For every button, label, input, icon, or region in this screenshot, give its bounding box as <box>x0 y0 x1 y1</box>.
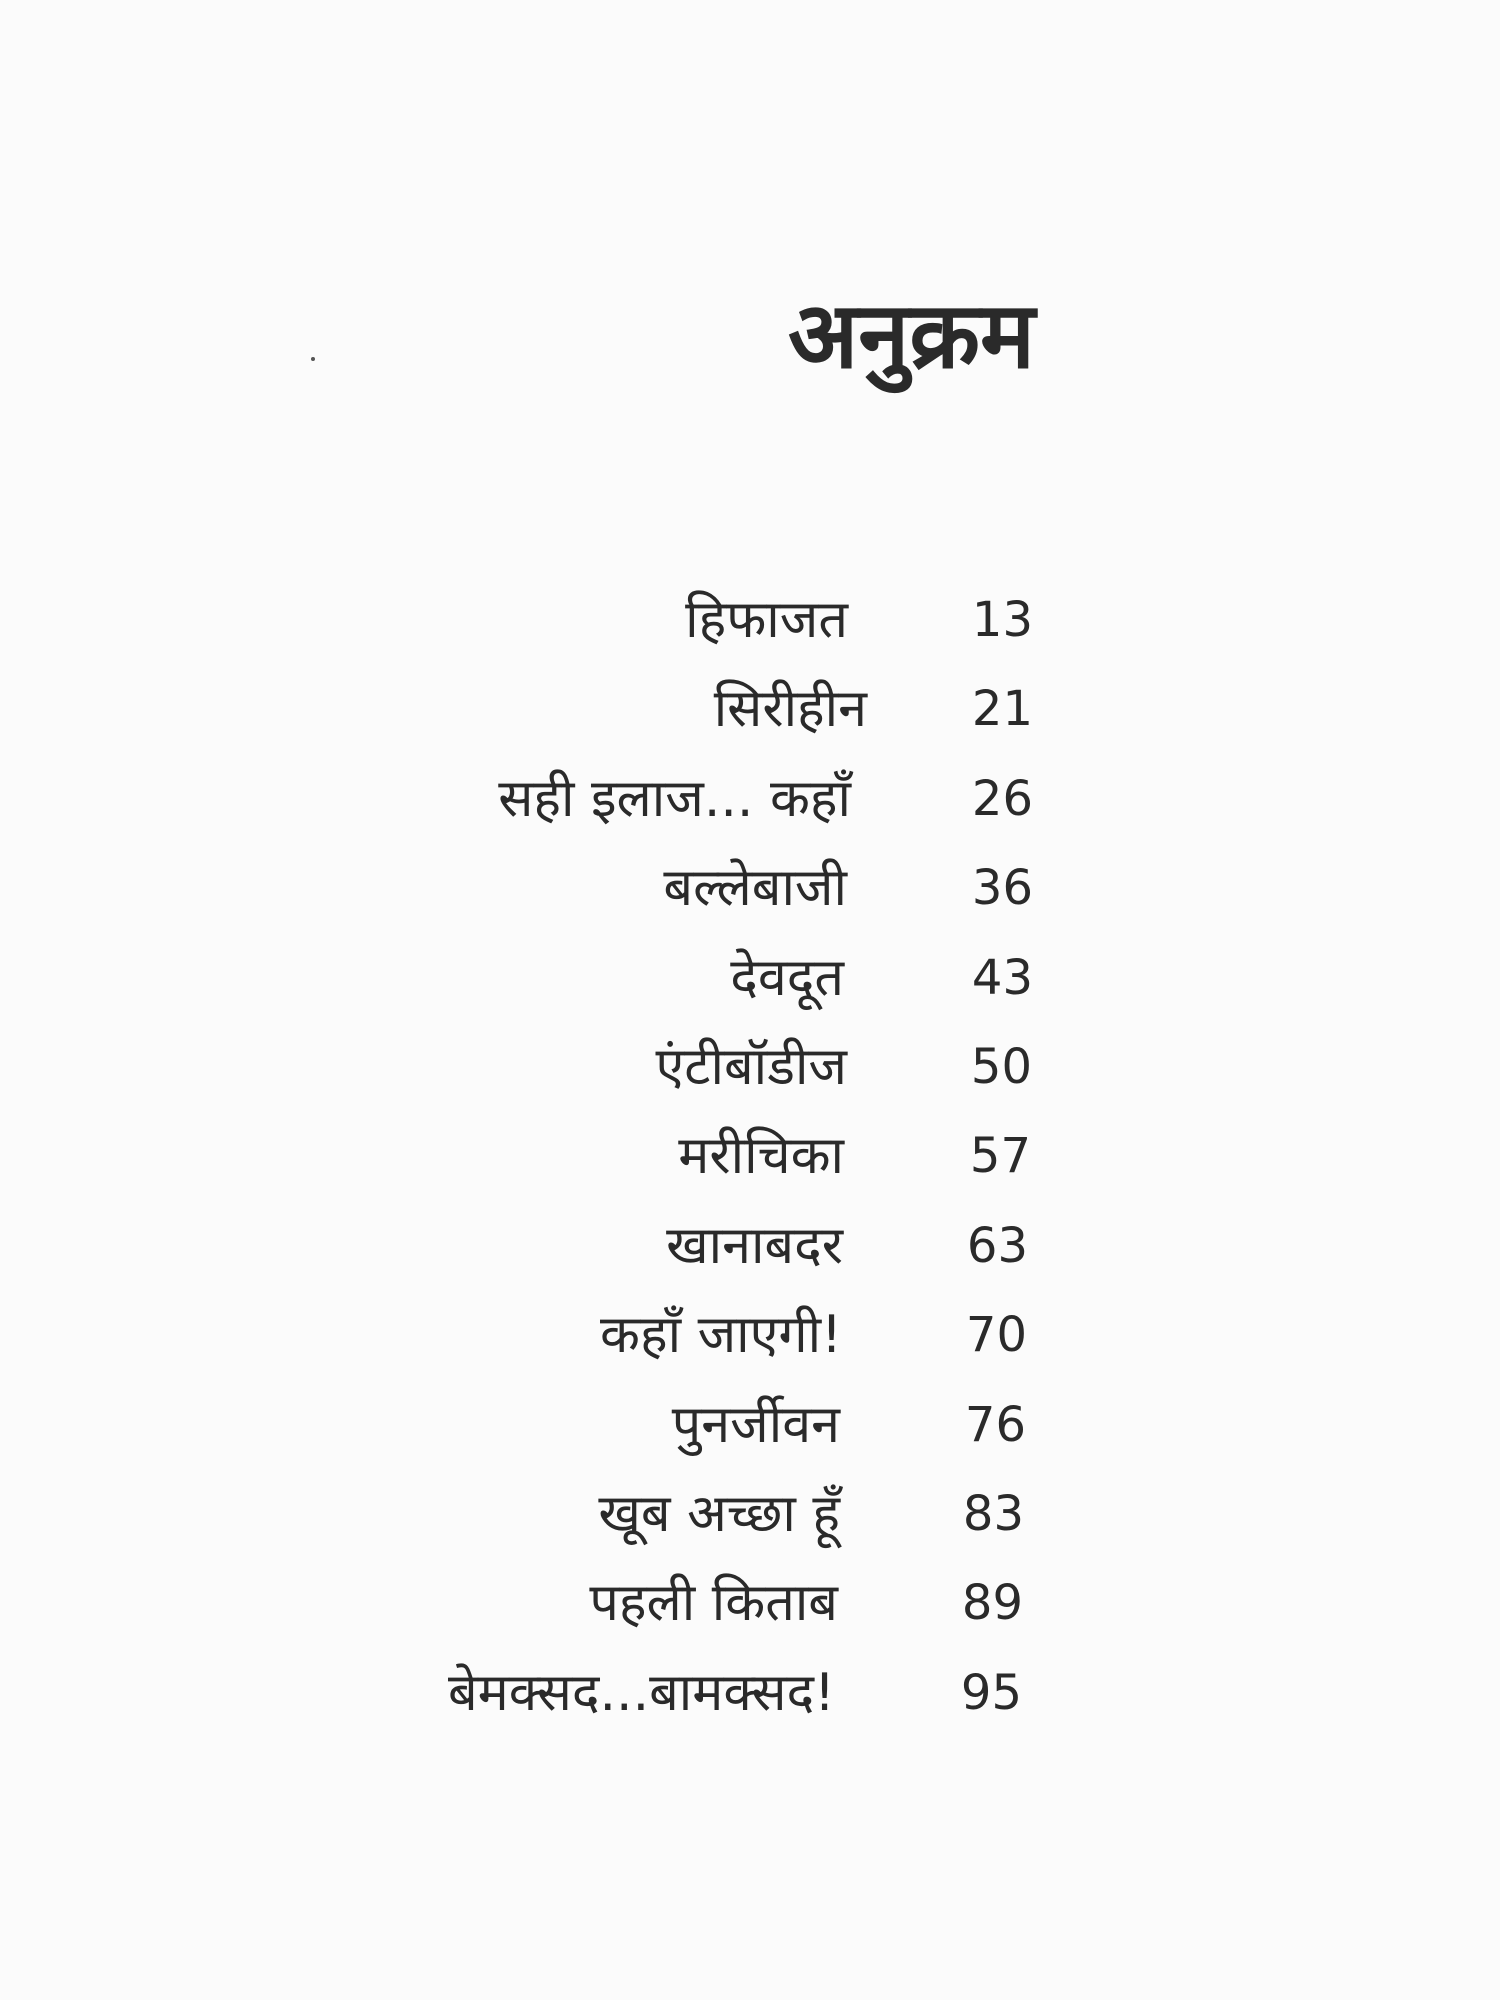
toc-entry-page: 63 <box>966 1217 1028 1274</box>
toc-entry[interactable] <box>0 1027 1500 1116</box>
toc-entry[interactable] <box>0 1206 1500 1295</box>
toc-entry-page: 83 <box>962 1485 1024 1542</box>
toc-entry[interactable] <box>0 938 1500 1027</box>
toc-entry-page: 76 <box>964 1396 1026 1453</box>
toc-entry-page: 13 <box>971 592 1033 648</box>
toc-entry[interactable] <box>0 1653 1500 1742</box>
toc-entry-page: 50 <box>970 1038 1032 1095</box>
toc-entry-title: सही इलाज... कहाँ <box>498 768 851 829</box>
toc-entry-title: खूब अच्छा हूँ <box>598 1483 840 1544</box>
ink-speck <box>311 357 315 361</box>
toc-entry-page: 95 <box>960 1664 1022 1721</box>
toc-entry[interactable] <box>0 669 1500 758</box>
toc-entry-page: 89 <box>961 1575 1023 1632</box>
toc-entry-page: 57 <box>969 1128 1031 1185</box>
toc-entry-title: मरीचिका <box>678 1126 844 1187</box>
toc-entry[interactable] <box>0 1116 1500 1205</box>
toc-entry-title: सिरीहीन <box>713 679 867 740</box>
toc-entry[interactable] <box>0 759 1500 848</box>
toc-entry-title: पुनर्जीवन <box>671 1394 840 1455</box>
toc-entry[interactable] <box>0 848 1500 937</box>
toc-entry-page: 43 <box>971 949 1033 1006</box>
toc-entry[interactable] <box>0 1563 1500 1652</box>
toc-entry-title: पहली किताब <box>589 1573 838 1634</box>
toc-entry-title: बल्लेबाजी <box>663 858 847 919</box>
toc-entry-page: 21 <box>971 681 1033 738</box>
toc-entry-title: खानाबदर <box>666 1215 843 1276</box>
contents-heading: अनुक्रम <box>787 282 1035 389</box>
toc-entry[interactable] <box>0 580 1500 669</box>
toc-entry-page: 36 <box>971 860 1033 917</box>
table-of-contents <box>0 580 1500 1742</box>
toc-entry-title: एंटीबॉडीज <box>655 1036 847 1097</box>
toc-entry-title: हिफाजत <box>685 590 848 650</box>
toc-entry-title: देवदूत <box>730 947 844 1008</box>
toc-entry-page: 70 <box>965 1307 1027 1364</box>
toc-entry-title: बेमक्सद...बामक्सद! <box>447 1662 835 1723</box>
toc-entry[interactable] <box>0 1385 1500 1474</box>
toc-entry[interactable] <box>0 1295 1500 1384</box>
toc-entry[interactable] <box>0 1474 1500 1563</box>
toc-entry-page: 26 <box>971 770 1033 827</box>
toc-entry-title: कहाँ जाएगी! <box>600 1305 842 1366</box>
